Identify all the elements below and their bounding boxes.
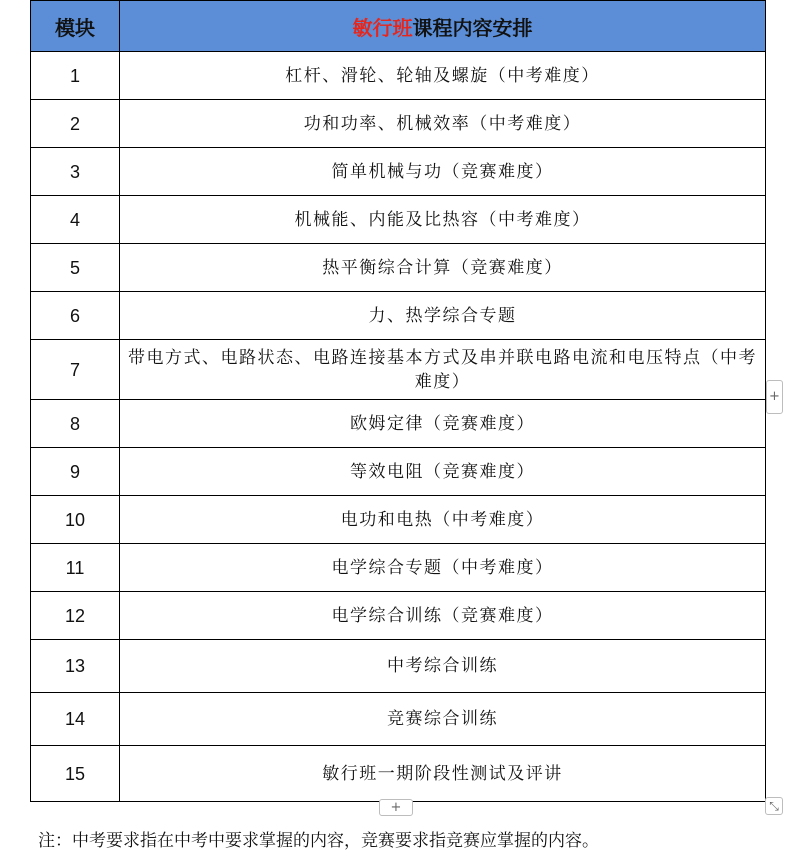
- table-row: [31, 640, 766, 693]
- row-content: 机械能、内能及比热容（中考难度）: [120, 196, 766, 244]
- header-module: 模块: [31, 1, 120, 52]
- table-row: [31, 544, 766, 592]
- row-module-number: 12: [31, 592, 120, 640]
- row-content: 功和功率、机械效率（中考难度）: [120, 100, 766, 148]
- row-module-number: 9: [31, 448, 120, 496]
- row-content: 热平衡综合计算（竞赛难度）: [120, 244, 766, 292]
- table-row: [31, 244, 766, 292]
- course-table: [30, 0, 766, 802]
- row-content: 电学综合专题（中考难度）: [120, 544, 766, 592]
- row-content: 等效电阻（竞赛难度）: [120, 448, 766, 496]
- add-column-button[interactable]: +: [766, 380, 783, 414]
- table-row: [31, 52, 766, 100]
- table-row: [31, 196, 766, 244]
- row-content: 带电方式、电路状态、电路连接基本方式及串并联电路电流和电压特点（中考难度）: [120, 340, 766, 400]
- add-row-button[interactable]: +: [379, 799, 413, 816]
- table-row: [31, 592, 766, 640]
- table-row: [31, 340, 766, 400]
- row-content: 电学综合训练（竞赛难度）: [120, 592, 766, 640]
- row-module-number: 7: [31, 340, 120, 400]
- footnote: 注：中考要求指在中考中要求掌握的内容，竞赛要求指竞赛应掌握的内容。: [38, 831, 599, 851]
- table-row: [31, 693, 766, 746]
- table-row: [31, 100, 766, 148]
- row-module-number: 11: [31, 544, 120, 592]
- row-content: 电功和电热（中考难度）: [120, 496, 766, 544]
- row-module-number: 5: [31, 244, 120, 292]
- row-module-number: 15: [31, 746, 120, 802]
- table-row: [31, 400, 766, 448]
- row-module-number: 14: [31, 693, 120, 746]
- row-content: 敏行班一期阶段性测试及评讲: [120, 746, 766, 802]
- row-module-number: 1: [31, 52, 120, 100]
- row-module-number: 3: [31, 148, 120, 196]
- resize-table-icon[interactable]: ⤡: [765, 797, 783, 815]
- row-content: 简单机械与功（竞赛难度）: [120, 148, 766, 196]
- row-module-number: 13: [31, 640, 120, 693]
- row-content: 竞赛综合训练: [120, 693, 766, 746]
- header-title-rest: 课程内容安排: [412, 15, 533, 40]
- row-module-number: 2: [31, 100, 120, 148]
- row-module-number: 10: [31, 496, 120, 544]
- row-module-number: 4: [31, 196, 120, 244]
- table-row: [31, 746, 766, 802]
- row-content: 力、热学综合专题: [120, 292, 766, 340]
- header-title-accent: 敏行班: [352, 15, 413, 40]
- row-content: 中考综合训练: [120, 640, 766, 693]
- row-module-number: 8: [31, 400, 120, 448]
- row-module-number: 6: [31, 292, 120, 340]
- table-header-row: [31, 1, 766, 52]
- table-row: [31, 148, 766, 196]
- row-content: 欧姆定律（竞赛难度）: [120, 400, 766, 448]
- table-row: [31, 448, 766, 496]
- table-row: [31, 496, 766, 544]
- row-content: 杠杆、滑轮、轮轴及螺旋（中考难度）: [120, 52, 766, 100]
- header-title: [120, 1, 766, 52]
- table-row: [31, 292, 766, 340]
